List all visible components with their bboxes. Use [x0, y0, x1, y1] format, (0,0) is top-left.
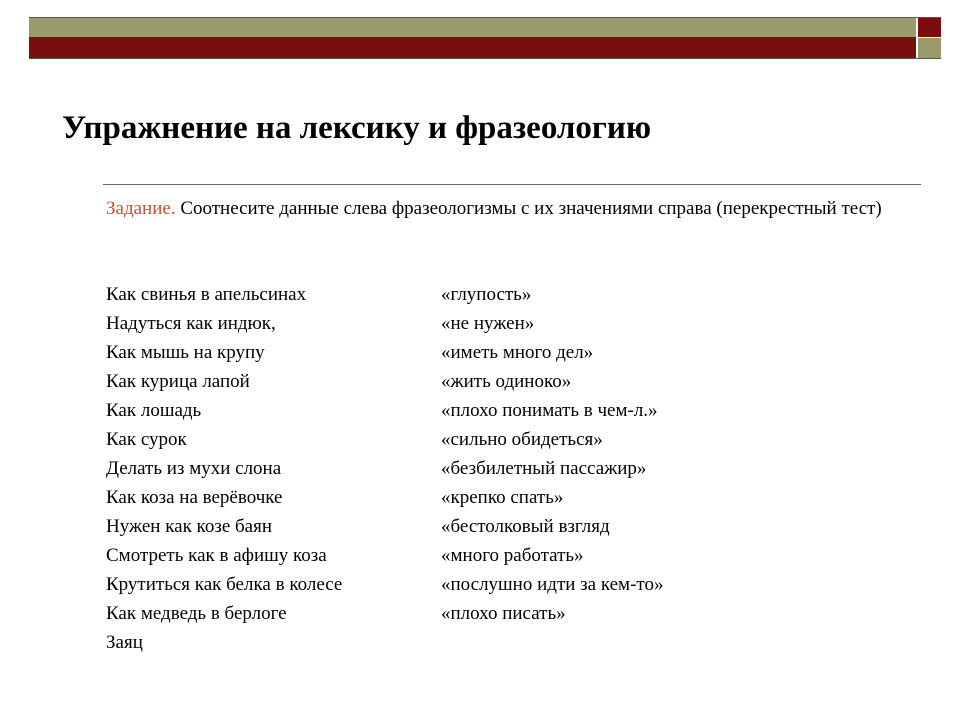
maroon-stripe	[29, 37, 916, 58]
match-row	[0, 367, 960, 396]
meaning-text: «безбилетный пассажир»	[441, 458, 647, 479]
idiom-text: Как сурок	[106, 429, 187, 450]
meaning-text: «сильно обидеться»	[441, 429, 603, 450]
idiom-text: Как лошадь	[106, 400, 202, 421]
idiom-text: Как медведь в берлоге	[106, 603, 287, 624]
meaning-text: «не нужен»	[441, 313, 535, 334]
match-row	[0, 628, 960, 657]
meaning-text: «иметь много дел»	[441, 342, 594, 363]
task-label: Задание.	[106, 198, 176, 219]
match-row	[0, 338, 960, 367]
match-row	[0, 483, 960, 512]
slide-title: Упражнение на лексику и фразеологию	[62, 110, 652, 146]
meaning-text: «бестолковый взгляд	[441, 516, 610, 537]
match-row	[0, 541, 960, 570]
idiom-text: Смотреть как в афишу коза	[106, 545, 327, 566]
idiom-text: Заяц	[106, 632, 143, 653]
phraseology-match-list	[0, 280, 960, 657]
corner-square-olive	[918, 38, 941, 58]
meaning-text: «плохо писать»	[441, 603, 566, 624]
decorative-header-bar	[29, 17, 941, 59]
match-row	[0, 309, 960, 338]
idiom-text: Как свинья в апельсинах	[106, 284, 307, 305]
idiom-text: Как курица лапой	[106, 371, 250, 392]
task-text: Соотнесите данные слева фразеологизмы с их значениями справа (перекрестный тест)	[180, 198, 882, 219]
title-divider	[103, 184, 921, 185]
match-row	[0, 425, 960, 454]
meaning-text: «много работать»	[441, 545, 584, 566]
meaning-text: «плохо понимать в чем-л.»	[441, 400, 658, 421]
meaning-text: «послушно идти за кем-то»	[441, 574, 664, 595]
task-paragraph	[106, 196, 906, 221]
idiom-text: Как мышь на крупу	[106, 342, 265, 363]
idiom-text: Надуться как индюк,	[106, 313, 276, 334]
match-row	[0, 599, 960, 628]
idiom-text: Крутиться как белка в колесе	[106, 574, 343, 595]
match-row	[0, 512, 960, 541]
corner-square-maroon	[918, 18, 941, 37]
olive-stripe	[29, 18, 916, 37]
meaning-text: «крепко спать»	[441, 487, 564, 508]
match-row	[0, 396, 960, 425]
match-row	[0, 280, 960, 309]
match-row	[0, 454, 960, 483]
idiom-text: Делать из мухи слона	[106, 458, 282, 479]
idiom-text: Как коза на верёвочке	[106, 487, 283, 508]
meaning-text: «жить одиноко»	[441, 371, 572, 392]
match-row	[0, 570, 960, 599]
idiom-text: Нужен как козе баян	[106, 516, 273, 537]
meaning-text: «глупость»	[441, 284, 532, 305]
